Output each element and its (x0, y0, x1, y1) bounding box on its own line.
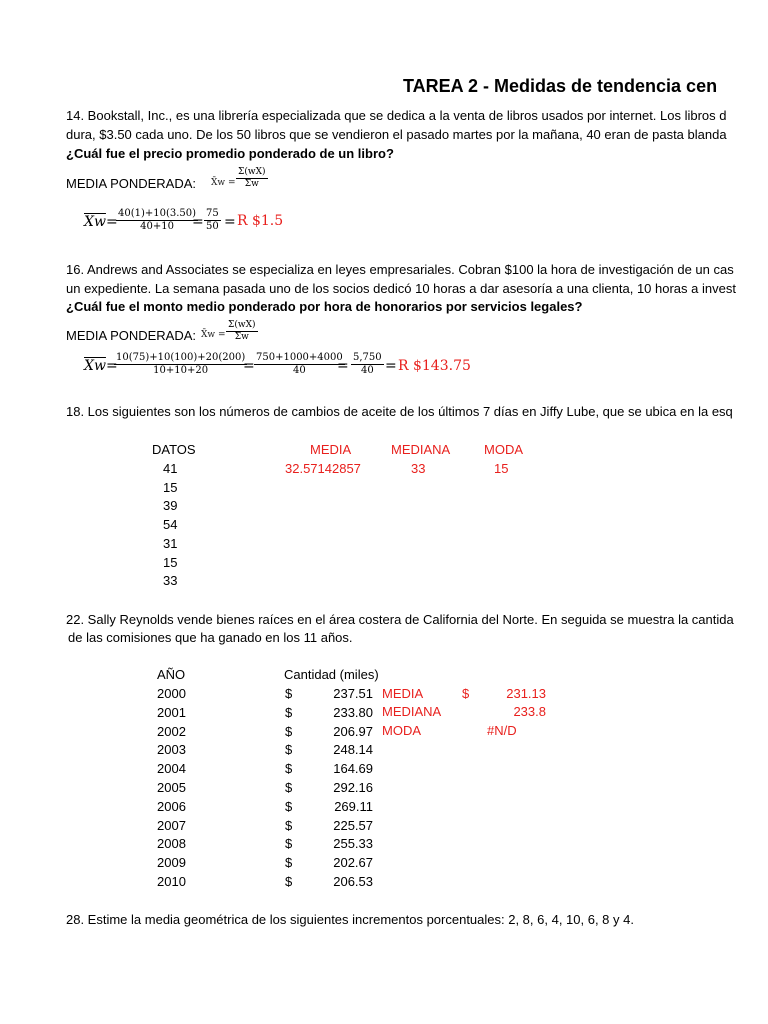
q18-moda-value: 15 (494, 461, 509, 476)
q22-text-line1: 22. Sally Reynolds vende bienes raíces en el área costera de California del Norte. En seguida se muestra la cantida (66, 612, 734, 627)
q16-calc-fraction3 (351, 352, 384, 377)
q22-media-value: 231.13 (506, 686, 546, 701)
q14-calc-symbol: $\overline{Xw}$ (84, 214, 106, 230)
q18-mediana-value: 33 (411, 461, 426, 476)
q22-row-currency: $ (285, 836, 293, 851)
q22-row-amount: 233.80 (333, 705, 373, 720)
q14-question: ¿Cuál fue el precio promedio ponderado de un libro? (66, 146, 394, 161)
q22-row-currency: $ (285, 799, 293, 814)
q14-calc-denominator2: 50 (206, 221, 219, 232)
q22-row-amount: 237.51 (333, 686, 373, 701)
q16-calc-numerator3: 5,750 (353, 352, 382, 363)
q22-row-currency: $ (285, 742, 293, 757)
q18-dato: 15 (163, 555, 178, 570)
q16-calc-fraction1 (114, 352, 247, 377)
q18-dato: 54 (163, 517, 178, 532)
q14-calc-fraction2 (204, 208, 221, 233)
q22-row-amount: 292.16 (333, 780, 373, 795)
q22-row-amount: 202.67 (333, 855, 373, 870)
q16-formula-fraction (226, 320, 258, 343)
q14-formula-fraction (236, 167, 268, 190)
q22-text-line2: de las comisiones que ha ganado en los 11 años. (68, 630, 353, 645)
q16-calc-equals: = (106, 358, 118, 374)
q18-header-datos: DATOS (152, 442, 196, 457)
q18-dato: 39 (163, 498, 178, 513)
q18-header-moda: MODA (484, 442, 523, 457)
q22-row-amount: 269.11 (334, 799, 373, 814)
q14-text-line2: dura, $3.50 cada uno. De los 50 libros que se vendieron el pasado martes por la mañana, 40 eran de pasta blanda (66, 127, 727, 142)
q18-dato: 31 (163, 536, 178, 551)
page-title: TAREA 2 - Medidas de tendencia cen (403, 76, 718, 96)
q14-formula-denominator: Σw (244, 179, 259, 189)
q22-row-amount: 255.33 (333, 836, 373, 851)
q22-row-year: 2007 (157, 818, 186, 833)
q22-row-currency: $ (285, 855, 293, 870)
q16-formula-numerator: Σ(wX) (228, 320, 256, 330)
q16-calc-equals4: = (385, 358, 397, 374)
q18-dato: 33 (163, 573, 178, 588)
q18-dato: 41 (163, 461, 178, 476)
q22-row-year: 2001 (157, 705, 186, 720)
q14-calc-fraction1 (116, 208, 198, 233)
q22-row-currency: $ (285, 874, 293, 889)
q22-header-year: AÑO (157, 667, 186, 682)
q22-media-label: MEDIA (382, 686, 424, 701)
q22-row-currency: $ (285, 686, 293, 701)
q22-row-year: 2009 (157, 855, 186, 870)
q22-moda-label: MODA (382, 723, 421, 738)
q16-result: R $143.75 (398, 358, 471, 374)
q22-row-year: 2005 (157, 780, 186, 795)
q14-calc-denominator: 40+10 (140, 221, 174, 232)
q22-row-amount: 164.69 (333, 761, 373, 776)
q14-label: MEDIA PONDERADA: (66, 176, 197, 191)
q22-row-amount: 248.14 (333, 742, 373, 757)
q22-row-year: 2003 (157, 742, 186, 757)
q22-row-currency: $ (285, 724, 293, 739)
q16-label: MEDIA PONDERADA: (66, 328, 197, 343)
q22-row-year: 2002 (157, 724, 186, 739)
q22-mediana-label: MEDIANA (382, 704, 442, 719)
q16-calc-denominator3: 40 (360, 365, 374, 376)
q22-row-currency: $ (285, 818, 293, 833)
q22-moda-value: #N/D (487, 723, 517, 738)
q22-media-currency: $ (462, 686, 470, 701)
q22-row-amount: 225.57 (333, 818, 373, 833)
q16-calc-denominator: 10+10+20 (153, 365, 209, 376)
q14-calc-equals3: = (224, 214, 236, 230)
q22-row-year: 2008 (157, 836, 186, 851)
q14-calc-numerator2: 75 (206, 208, 219, 219)
q14-formula-lhs: X̄w = (211, 178, 236, 188)
q14-calc-numerator: 40(1)+10(3.50) (118, 208, 197, 219)
q22-row-currency: $ (285, 780, 293, 795)
q14-text-line1: 14. Bookstall, Inc., es una librería especializada que se dedica a la venta de libros usados por internet. Los libros d (66, 108, 727, 123)
q22-row-currency: $ (285, 761, 293, 776)
q14-calc-equals: = (106, 214, 118, 230)
q22-row-year: 2006 (157, 799, 186, 814)
q18-header-media: MEDIA (310, 442, 352, 457)
q16-calc-fraction2 (254, 352, 345, 377)
q22-row-amount: 206.53 (333, 874, 373, 889)
q28-text: 28. Estime la media geométrica de los siguientes incrementos porcentuales: 2, 8, 6, 4, 10, 6, 8 y 4. (66, 912, 634, 927)
q16-calc-numerator2: 750+1000+4000 (256, 352, 343, 363)
q16-calc-equals3: = (337, 358, 349, 374)
q22-row-year: 2004 (157, 761, 186, 776)
q18-dato: 15 (163, 480, 178, 495)
q14-calc-equals2: = (192, 214, 204, 230)
q16-calc-denominator2: 40 (293, 365, 306, 376)
q16-formula-denominator: Σw (234, 332, 249, 342)
q14-result: R $1.5 (237, 213, 284, 229)
q22-row-amount: 206.97 (333, 724, 373, 739)
q14-formula-numerator: Σ(wX) (238, 167, 266, 177)
q16-question: ¿Cuál fue el monto medio ponderado por hora de honorarios por servicios legales? (66, 299, 583, 314)
q16-text-line1: 16. Andrews and Associates se especializa en leyes empresariales. Cobran $100 la hora de investigación de un cas (66, 262, 734, 277)
q16-text-line2: un expediente. La semana pasada uno de los socios dedicó 10 horas a dar asesoría a una clienta, 10 horas a invest (66, 281, 736, 296)
q16-calc-equals2: = (243, 358, 255, 374)
q18-header-mediana: MEDIANA (391, 442, 451, 457)
q16-formula-lhs: X̄w = (201, 330, 226, 340)
q22-row-year: 2010 (157, 874, 186, 889)
q16-calc-symbol: $\overline{Xw}$ (84, 358, 106, 374)
q22-row-year: 2000 (157, 686, 186, 701)
q18-media-value: 32.57142857 (285, 461, 361, 476)
q22-mediana-value: 233.8 (513, 704, 546, 719)
q22-row-currency: $ (285, 705, 293, 720)
q18-text: 18. Los siguientes son los números de cambios de aceite de los últimos 7 días en Jiffy Lube, que se ubica en la esq (66, 404, 733, 419)
q16-calc-numerator: 10(75)+10(100)+20(200) (116, 352, 246, 363)
q22-header-amount: Cantidad (miles) (284, 667, 379, 682)
